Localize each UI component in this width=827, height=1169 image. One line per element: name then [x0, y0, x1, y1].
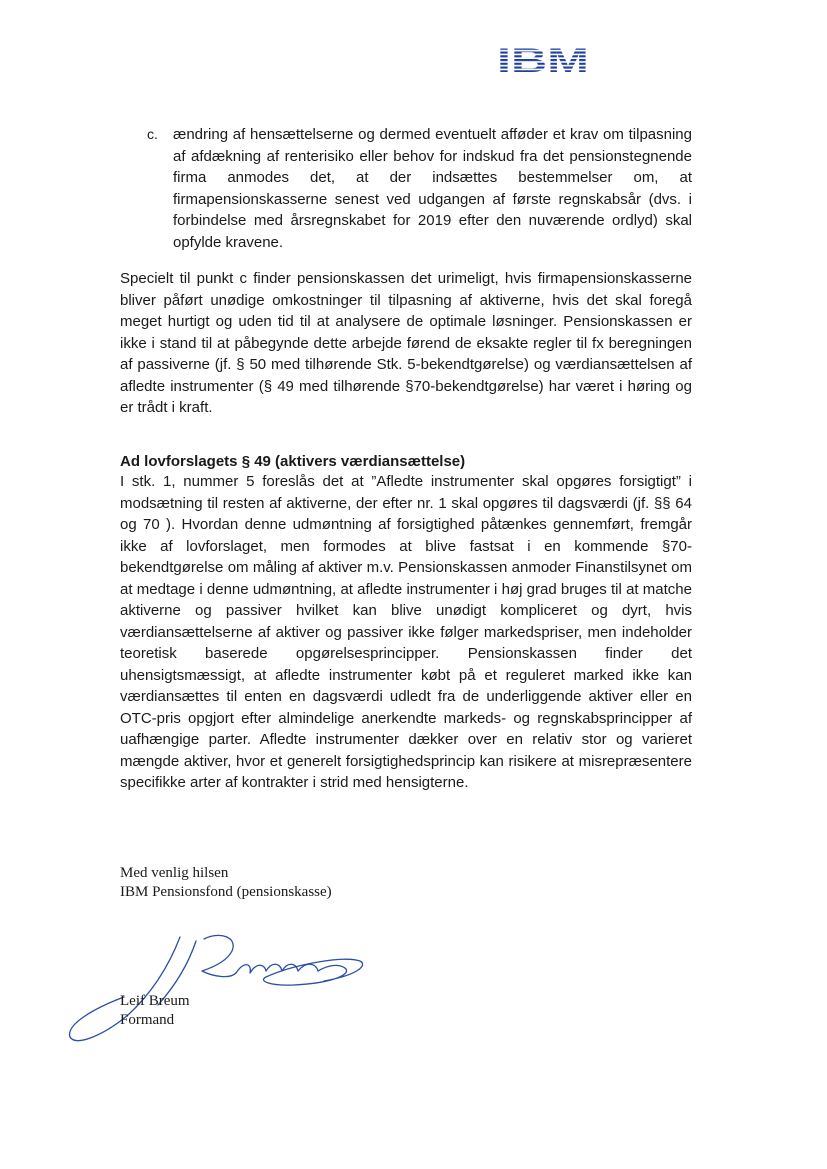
section-heading: Ad lovforslagets § 49 (aktivers værdiansættelse) — [120, 453, 466, 470]
list-marker: c. — [147, 126, 158, 142]
list-item-text: ændring af hensættelserne og dermed eventuelt afføder et krav om tilpasning af afdækning af renterisiko eller behov for indskud fra det pensionstegnende firma anmodes det, at der indsættes bestemmelser om, at firmapensionskasserne senest ved udgangen af første regnskabsår (dvs. i forbindelse med årsregnskabet for 2019 efter den nuværende ordlyd) skal opfylde kravene. — [173, 126, 692, 251]
list-item-c — [147, 124, 692, 253]
signer-block — [120, 992, 190, 1030]
paragraph-punkt-c: Specielt til punkt c finder pensionskassen det urimeligt, hvis firmapensionskasserne bliver påført unødige omkostninger til tilpasning af aktiverne, hvis det skal foregå meget hurtigt og uden tid til at analysere de optimale løsninger. Pensionskassen er ikke i stand til at påbegynde dette arbejde førend de eksakte regler til fx beregningen af passiverne (jf. § 50 med tilhørende Stk. 5-bekendtgørelse) og værdiansættelsen af afledte instrumenter (§ 49 med tilhørende §70-bekendtgørelse) har været i høring og er trådt i kraft. — [120, 270, 692, 416]
organization: IBM Pensionsfond (pensionskasse) — [120, 884, 332, 900]
greeting: Med venlig hilsen — [120, 865, 229, 881]
closing-block — [120, 864, 332, 902]
section-body: I stk. 1, nummer 5 foreslås det at ”Afledte instrumenter skal opgøres forsigtigt” i modsætning til resten af aktiverne, der efter nr. 1 skal opgøres til dagsværdi (jf. §§ 64 og 70 ). Hvordan denne udmøntning af forsigtighed påtænkes gennemført, fremgår ikke af lovforslaget, men formodes at blive fastsat i en kommende §70-bekendtgørelse om måling af aktiver m.v. Pensionskassen anmoder Finanstilsynet om at medtage i denne udmøntning, at afledte instrumenter i høj grad bruges til at matche aktiverne og passiver hvilket kan blive unødigt kompliceret og dyrt, hvis værdiansættelserne af aktiver og passiver ikke følger markedspriser, men indeholder teoretisk baserede opgørelsesprincipper. Pensionskassen finder det uhensigtsmæssigt, at afledte instrumenter købt på et reguleret marked ikke kan værdiansættes til enten en dagsværdi udledt fra de underliggende aktiver eller en OTC-pris opgjort efter almindelige anerkendte markeds- og regnskabsprincipper af uafhængige parter. Afledte instrumenter dækker over en relativ stor og varieret mængde aktiver, hvor et generelt forsigtighedsprincip kan risikere at misrepræsentere specifikke arter af kontrakter i strid med hensigterne. — [120, 473, 692, 791]
signer-name: Leif Breum — [120, 993, 190, 1009]
ibm-logo — [497, 44, 589, 74]
handwritten-signature — [62, 925, 372, 1050]
signer-title: Formand — [120, 1012, 175, 1028]
